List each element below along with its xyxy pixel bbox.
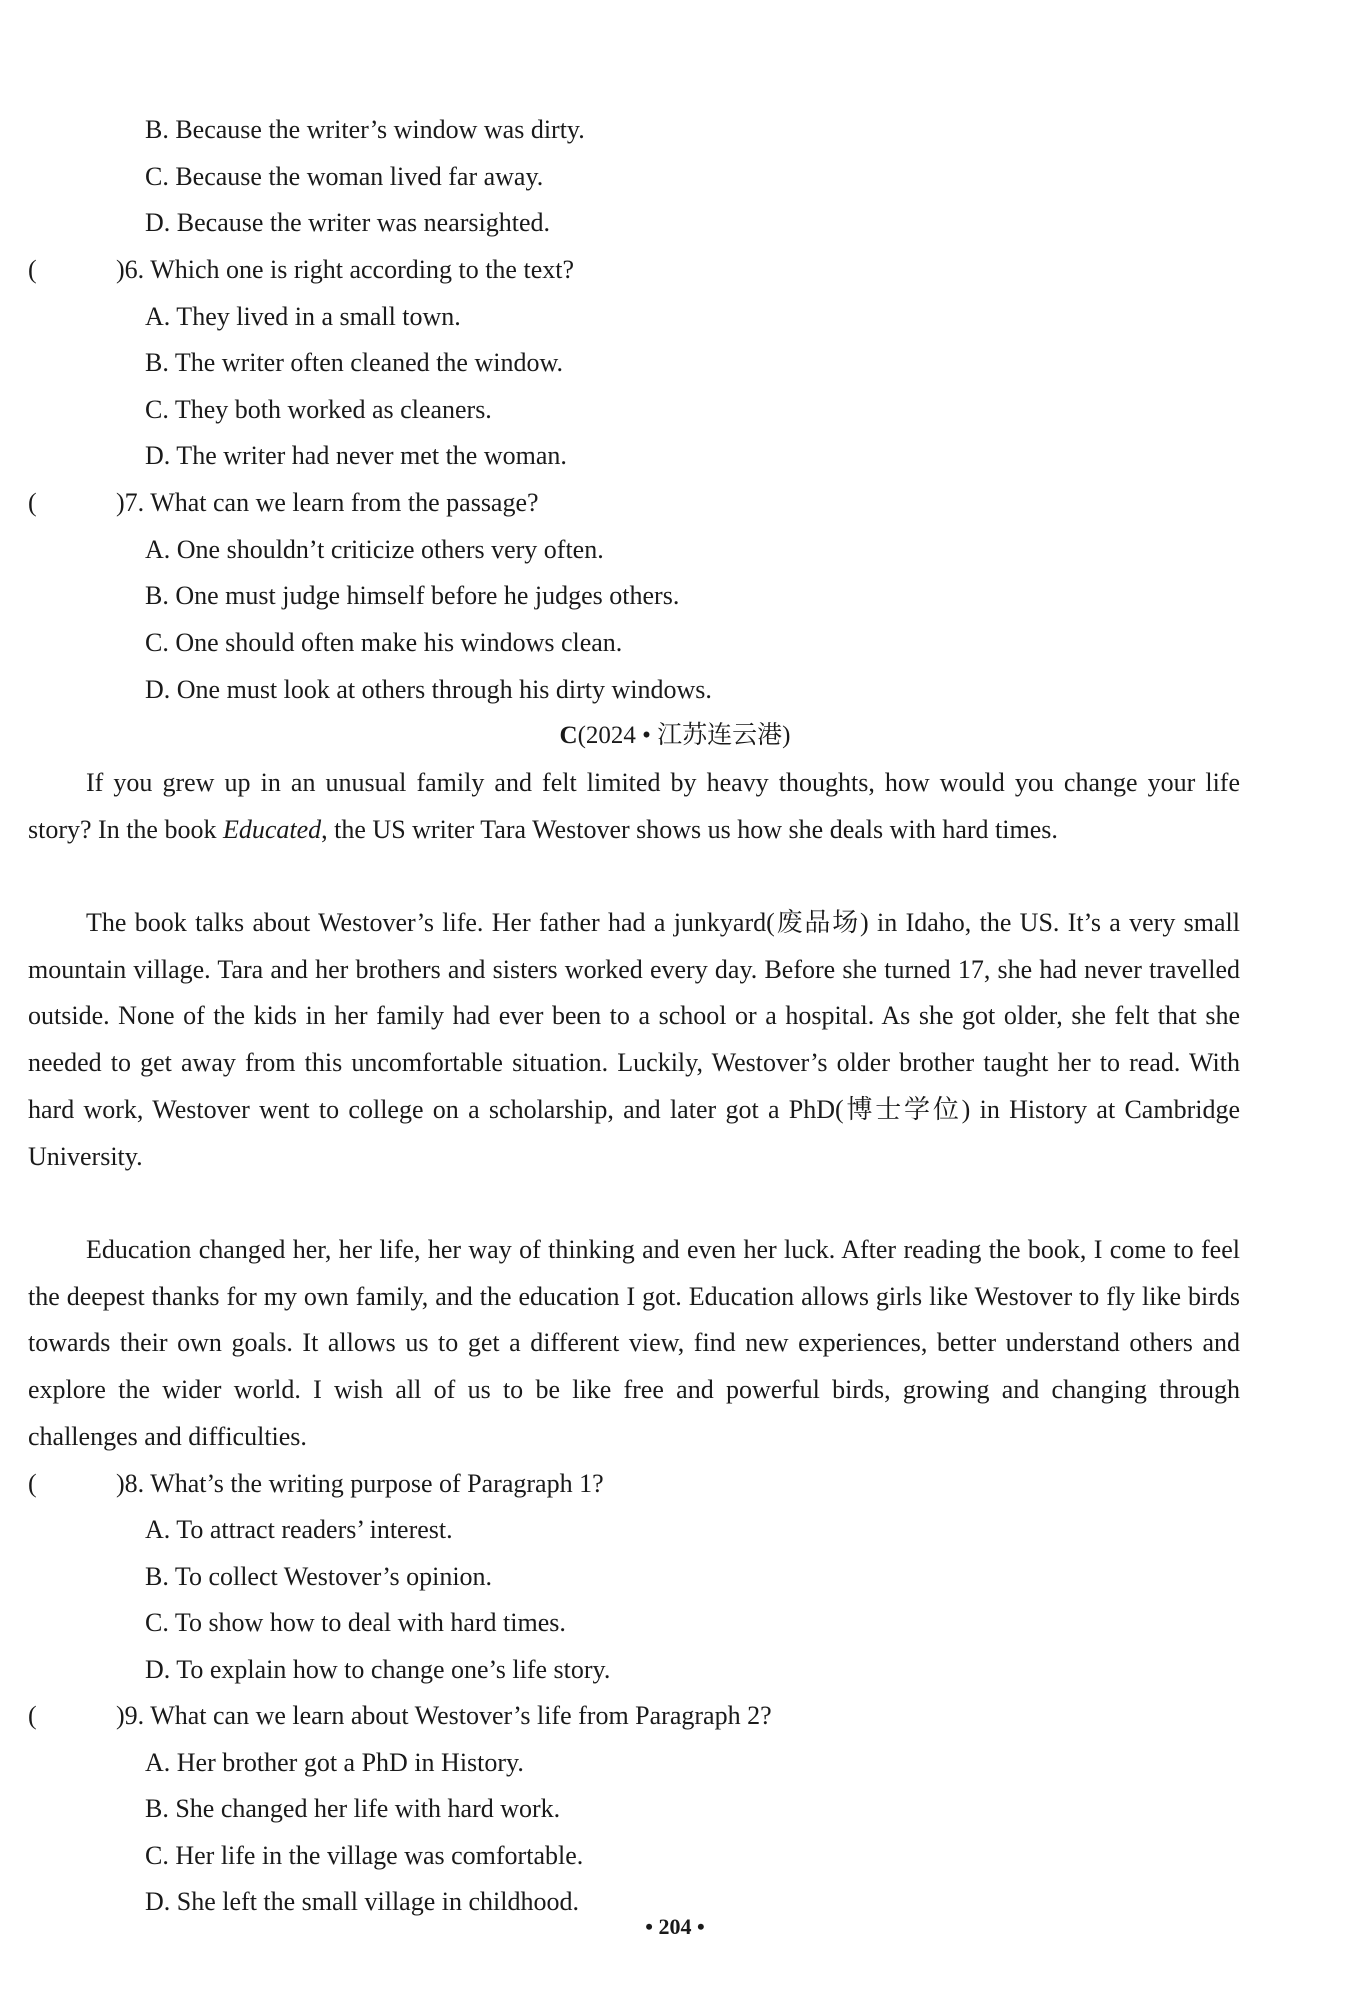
q8-option-a: A. To attract readers’ interest.: [145, 1515, 453, 1544]
q9-option-d: D. She left the small village in childhood.: [145, 1887, 579, 1916]
q7-option-d: D. One must look at others through his dirty windows.: [145, 675, 712, 704]
q8-stem: )8. What’s the writing purpose of Paragraph 1?: [116, 1469, 604, 1498]
q9-option-b: B. She changed her life with hard work.: [145, 1794, 561, 1823]
q6-option-b: B. The writer often cleaned the window.: [145, 348, 564, 377]
q6-option-c: C. They both worked as cleaners.: [145, 395, 492, 424]
section-source: (2024 • 江苏连云港): [577, 722, 791, 749]
section-letter: C: [559, 722, 578, 749]
q6-option-a: A. They lived in a small town.: [145, 302, 461, 331]
q7-option-a: A. One shouldn’t criticize others very often.: [145, 535, 604, 564]
q5-option-c: C. Because the woman lived far away.: [145, 162, 544, 191]
page-number: • 204 •: [645, 1914, 705, 1939]
q8-option-b: B. To collect Westover’s opinion.: [145, 1562, 493, 1591]
q7-option-b: B. One must judge himself before he judges others.: [145, 581, 680, 610]
q9-stem-line: [28, 1700, 772, 1732]
q8-answer-blank[interactable]: (: [28, 1469, 37, 1498]
book-title: Educated: [222, 814, 322, 844]
passage-paragraph-3: Education changed her, her life, her way of thinking and even her luck. After reading the book, I come to feel the deepest thanks for my own family, and the education I got. Education allows girls like Westover to fly like birds towards their own goals. It allows us to get a different view, find new experiences, better understand others and explore the wider world. I wish all of us to be like free and powerful birds, growing and changing through challenges and difficulties.: [28, 1235, 1240, 1451]
q8-option-c: C. To show how to deal with hard times.: [145, 1608, 566, 1637]
q9-option-c: C. Her life in the village was comfortable.: [145, 1841, 584, 1870]
q7-option-c: C. One should often make his windows clean.: [145, 628, 623, 657]
q6-answer-blank[interactable]: (: [28, 255, 37, 284]
passage-paragraph-2: The book talks about Westover’s life. Her father had a junkyard(废品场) in Idaho, the US. It’s a very small mountain village. Tara and her brothers and sisters worked every day. Before she turned 17, she had never travelled outside. None of the kids in her family had ever been to a school or a hospital. As she got older, she felt that she needed to get away from this uncomfortable situation. Luckily, Westover’s older brother taught her to read. With hard work, Westover went to college on a scholarship, and later got a PhD(博士学位) in History at Cambridge University.: [28, 908, 1240, 1171]
q6-option-d: D. The writer had never met the woman.: [145, 441, 567, 470]
section-heading: [0, 720, 1350, 752]
q9-answer-blank[interactable]: (: [28, 1701, 37, 1730]
q7-stem-line: [28, 487, 539, 519]
q6-stem-line: [28, 254, 574, 286]
passage-paragraph-1: If you grew up in an unusual family and felt limited by heavy thoughts, how would you change your life story? In the book Educated, the US writer Tara Westover shows us how she deals with hard times.: [28, 768, 1240, 844]
q7-stem: )7. What can we learn from the passage?: [116, 488, 539, 517]
q5-option-b: B. Because the writer’s window was dirty.: [145, 115, 585, 144]
q7-answer-blank[interactable]: (: [28, 488, 37, 517]
q9-stem: )9. What can we learn about Westover’s life from Paragraph 2?: [116, 1701, 772, 1730]
q8-stem-line: [28, 1468, 604, 1500]
q9-option-a: A. Her brother got a PhD in History.: [145, 1748, 524, 1777]
q5-option-d: D. Because the writer was nearsighted.: [145, 208, 551, 237]
q6-stem: )6. Which one is right according to the text?: [116, 255, 574, 284]
q8-option-d: D. To explain how to change one’s life story.: [145, 1655, 611, 1684]
